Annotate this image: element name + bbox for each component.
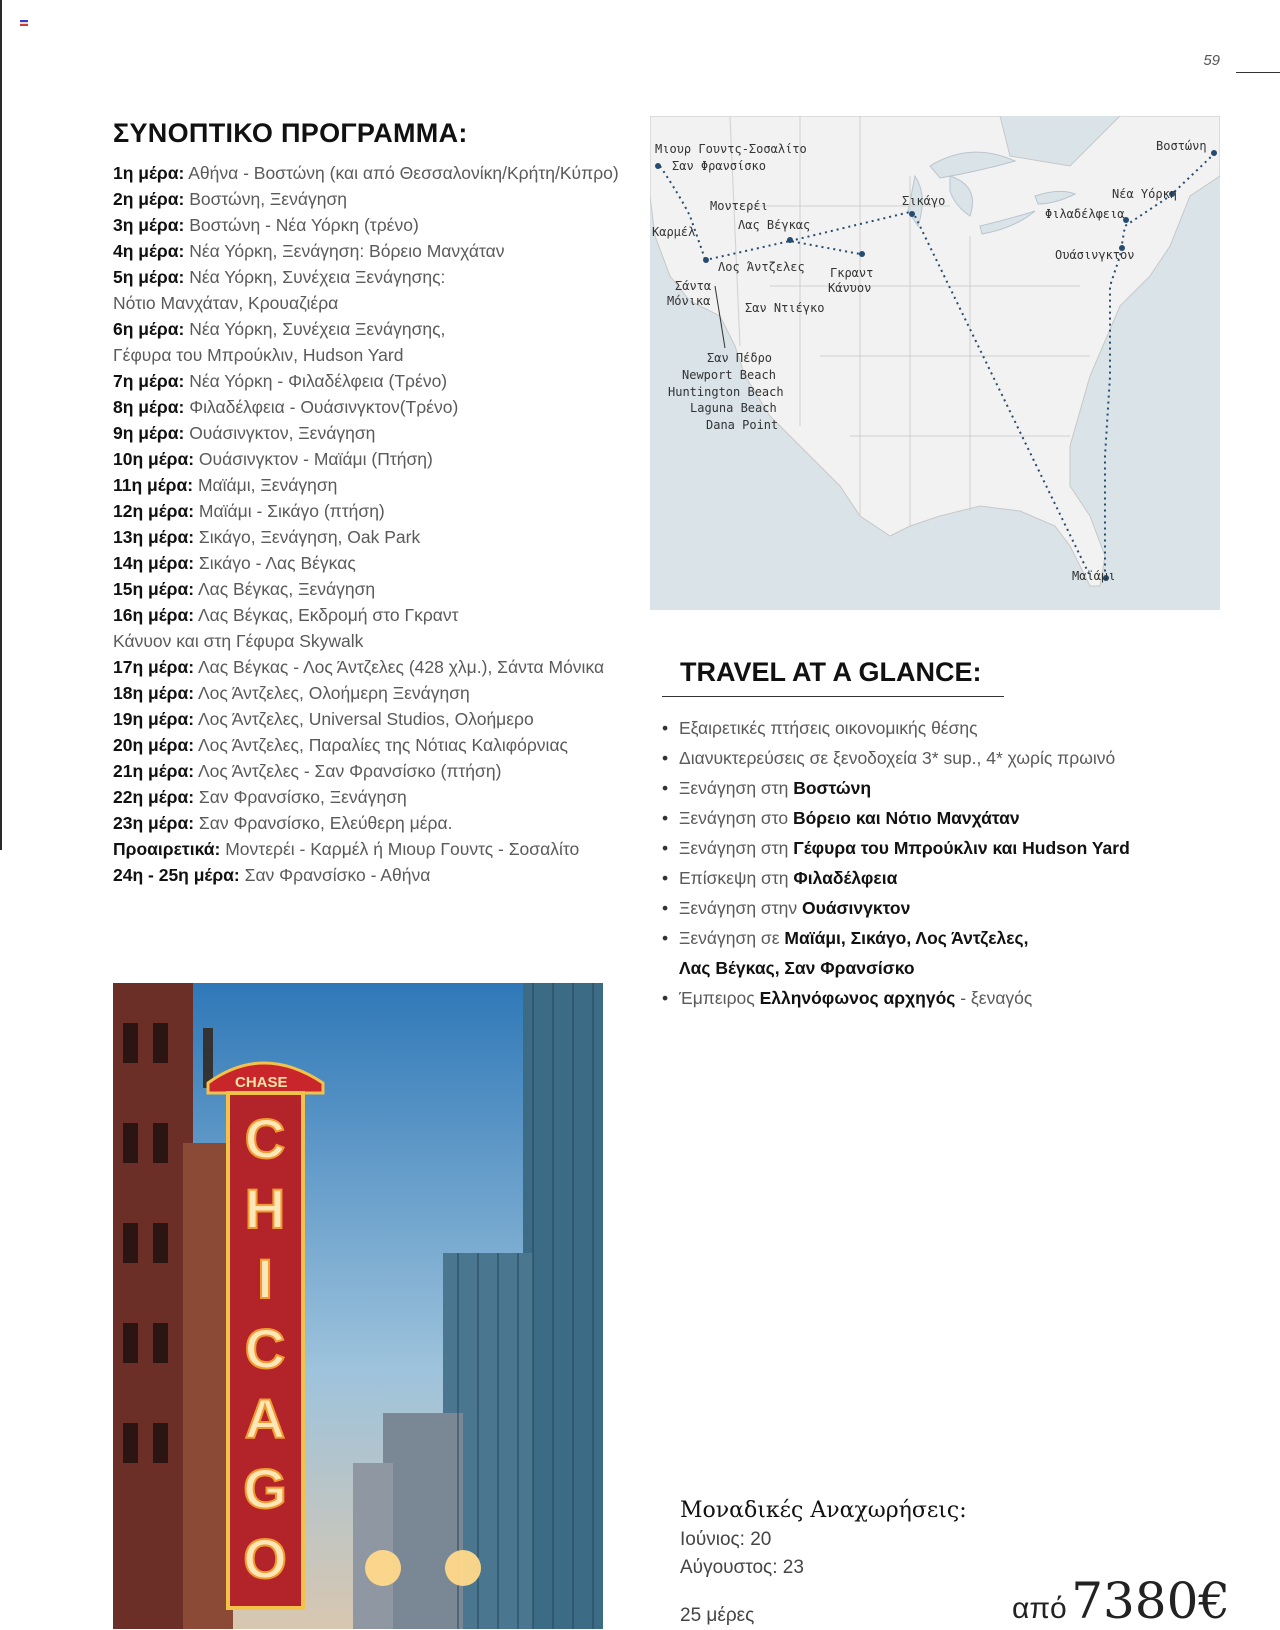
sign-letter-7: O — [243, 1527, 287, 1590]
window-4 — [153, 1123, 168, 1163]
glance-item-pre: Διανυκτερεύσεις σε ξενοδοχεία 3* sup., 4* χωρίς πρωινό — [679, 748, 1116, 768]
glance-item — [662, 833, 1262, 863]
departures-title: Μοναδικές Αναχωρήσεις: — [680, 1498, 967, 1523]
program-day-label: 1η μέρα: — [113, 163, 185, 183]
street-lamp-right — [445, 1550, 481, 1586]
glance-item-bold: Λας Βέγκας, Σαν Φρανσίσκο — [679, 958, 915, 978]
program-day-label: 23η μέρα: — [113, 813, 195, 833]
program-day-label: 5η μέρα: — [113, 267, 185, 287]
bullet-icon: • — [662, 868, 669, 888]
program-day-label: 15η μέρα: — [113, 579, 195, 599]
program-day-text: Λος Άντζελες, Ολοήμερη Ξενάγηση — [197, 683, 470, 703]
map-label-san-francisco: Σαν Φρανσίσκο — [672, 159, 766, 173]
marker-boston — [1211, 150, 1217, 156]
flag-stripe-bottom — [20, 24, 28, 26]
glance-item-pre: Ξενάγηση σε — [679, 928, 785, 948]
glance-item — [662, 983, 1262, 1013]
program-day-text: Ουάσινγκτον, Ξενάγηση — [189, 423, 376, 443]
map-label-beach-1: Σαν Πέδρο — [707, 351, 773, 365]
program-day-text: Σαν Φρανσίσκο, Ξενάγηση — [198, 787, 407, 807]
glance-item-bold: Φιλαδέλφεια — [793, 868, 898, 888]
program-day-label: 13η μέρα: — [113, 527, 195, 547]
program-day-text: Νέα Υόρκη, Συνέχεια Ξενάγησης, — [189, 319, 446, 339]
program-day-text: Λας Βέγκας - Λος Άντζελες (428 χλμ.), Σάντα Μόνικα — [197, 657, 605, 677]
bullet-icon: • — [662, 748, 669, 768]
brick-building-left — [113, 983, 193, 1629]
window-5 — [123, 1223, 138, 1263]
departure-june: Ιούνιος: 20 — [680, 1529, 772, 1550]
map-label-miami: Μαϊάμι — [1072, 569, 1116, 583]
program-day-text: Μαϊάμι - Σικάγο (πτήση) — [198, 501, 385, 521]
program-line — [113, 628, 633, 654]
program-day-label: 17η μέρα: — [113, 657, 195, 677]
program-line — [113, 186, 633, 212]
left-edge-rule — [0, 0, 2, 850]
map-label-beach-2: Newport Beach — [682, 368, 776, 382]
glance-item — [662, 803, 1262, 833]
map-label-monterey: Μοντερέι — [710, 199, 768, 213]
program-day-label: 18η μέρα: — [113, 683, 195, 703]
price-prefix: από — [1012, 1592, 1067, 1625]
departure-august: Αύγουστος: 23 — [680, 1557, 804, 1578]
window-2 — [153, 1023, 168, 1063]
program-day-label: 11η μέρα: — [113, 475, 194, 495]
program-day-text: Νέα Υόρκη, Ξενάγηση: Βόρειο Μανχάταν — [189, 241, 505, 261]
program-day-label: 3η μέρα: — [113, 215, 185, 235]
map-label-santa-monica-1: Σάντα — [675, 279, 712, 293]
sign-letter-4: C — [244, 1317, 286, 1380]
map-label-san-diego: Σαν Ντιέγκο — [745, 301, 825, 315]
price-block — [1012, 1572, 1230, 1630]
distant-building — [353, 1463, 393, 1629]
glance-item-pre: Έμπειρος — [679, 988, 760, 1008]
sign-letter-6: G — [243, 1457, 287, 1520]
glance-item — [662, 923, 1262, 953]
program-line — [113, 160, 633, 186]
brick-building-left-2 — [183, 1143, 233, 1629]
map-label-muir-sausalito: Μιουρ Γουντς-Σοσαλίτο — [655, 142, 807, 156]
map-label-chicago: Σικάγο — [902, 194, 946, 208]
program-line — [113, 680, 633, 706]
glance-item — [662, 893, 1262, 923]
window-3 — [123, 1123, 138, 1163]
map-label-grand-canyon-2: Κάνυον — [828, 281, 872, 295]
marker-san-francisco — [655, 163, 661, 169]
program-day-text: Σικάγο - Λας Βέγκας — [198, 553, 356, 573]
map-label-las-vegas: Λας Βέγκας — [738, 218, 811, 232]
program-line — [113, 810, 633, 836]
program-line — [113, 498, 633, 524]
route-map — [650, 116, 1220, 610]
program-day-label: 22η μέρα: — [113, 787, 195, 807]
marker-las-vegas — [787, 237, 793, 243]
program-day-text: Μοντερέι - Καρμέλ ή Μιουρ Γουντς - Σοσαλίτο — [225, 839, 580, 859]
sign-chase-text: CHASE — [235, 1074, 288, 1091]
glance-item — [662, 713, 1262, 743]
program-day-label: 21η μέρα: — [113, 761, 195, 781]
map-label-los-angeles: Λος Άντζελες — [718, 260, 805, 274]
program-line — [113, 654, 633, 680]
program-line — [113, 706, 633, 732]
program-line — [113, 862, 633, 888]
program-line — [113, 576, 633, 602]
glance-item — [662, 743, 1262, 773]
chicago-theatre-photo — [113, 983, 603, 1629]
program-list — [113, 160, 633, 888]
map-label-washington: Ουάσινγκτον — [1055, 248, 1135, 262]
program-day-text: Σαν Φρανσίσκο, Ελεύθερη μέρα. — [198, 813, 453, 833]
program-line — [113, 836, 633, 862]
program-line — [113, 238, 633, 264]
program-day-text: Νέα Υόρκη - Φιλαδέλφεια (Τρένο) — [189, 371, 448, 391]
program-day-text: Λος Άντζελες, Universal Studios, Ολοήμερο — [197, 709, 534, 729]
marker-chicago — [909, 211, 915, 217]
program-day-text: Σικάγο, Ξενάγηση, Oak Park — [198, 527, 421, 547]
program-day-label: 16η μέρα: — [113, 605, 195, 625]
map-label-philadelphia: Φιλαδέλφεια — [1045, 207, 1125, 221]
sign-letters — [243, 1107, 287, 1590]
program-day-text: Νότιο Μανχάταν, Κρουαζιέρα — [113, 293, 339, 313]
glance-item — [662, 863, 1262, 893]
program-line — [113, 784, 633, 810]
program-line — [113, 758, 633, 784]
glance-item-bold: Ουάσινγκτον — [801, 898, 911, 918]
map-label-boston: Βοστώνη — [1156, 139, 1207, 153]
program-day-label: 4η μέρα: — [113, 241, 185, 261]
glance-item-pre: Επίσκεψη στη — [679, 868, 794, 888]
program-day-text: Κάνυον και στη Γέφυρα Skywalk — [113, 631, 364, 651]
program-line — [113, 212, 633, 238]
bullet-icon: • — [662, 928, 669, 948]
program-day-label: 2η μέρα: — [113, 189, 185, 209]
program-day-text: Βοστώνη, Ξενάγηση — [189, 189, 347, 209]
program-day-text: Σαν Φρανσίσκο - Αθήνα — [244, 865, 431, 885]
sign-letter-3: I — [257, 1247, 273, 1310]
program-day-text: Βοστώνη - Νέα Υόρκη (τρένο) — [189, 215, 419, 235]
glance-item-pre: Ξενάγηση στην — [679, 898, 802, 918]
program-day-text: Φιλαδέλφεια - Ουάσινγκτον(Τρένο) — [189, 397, 459, 417]
map-label-beach-4: Laguna Beach — [690, 401, 777, 415]
program-line — [113, 342, 633, 368]
window-10 — [153, 1423, 168, 1463]
map-label-grand-canyon-1: Γκραντ — [830, 266, 874, 280]
program-day-text: Αθήνα - Βοστώνη (και από Θεσσαλονίκη/Κρήτη/Κύπρο) — [188, 163, 619, 183]
program-day-label: 7η μέρα: — [113, 371, 185, 391]
window-9 — [123, 1423, 138, 1463]
glance-item-pre: Ξενάγηση στη — [679, 778, 794, 798]
program-day-label: 9η μέρα: — [113, 423, 185, 443]
program-title: ΣΥΝΟΠΤΙΚΟ ΠΡΟΓΡΑΜΜΑ: — [113, 118, 468, 148]
bullet-icon: • — [662, 838, 669, 858]
bullet-icon: • — [662, 898, 669, 918]
glance-item — [662, 953, 1262, 983]
map-label-beach-3: Huntington Beach — [668, 385, 784, 399]
marker-grand-canyon — [859, 251, 865, 257]
program-day-text: Λας Βέγκας, Ξενάγηση — [197, 579, 376, 599]
map-label-carmel: Καρμέλ — [652, 225, 696, 239]
program-line — [113, 394, 633, 420]
program-line — [113, 264, 633, 290]
glance-item-pre: Εξαιρετικές πτήσεις οικονομικής θέσης — [679, 718, 978, 738]
program-day-label: 8η μέρα: — [113, 397, 185, 417]
bullet-icon: • — [662, 718, 669, 738]
glance-list — [662, 713, 1262, 1013]
program-line — [113, 602, 633, 628]
program-line — [113, 732, 633, 758]
bullet-icon: • — [662, 988, 669, 1008]
price-amount: 7380€ — [1071, 1572, 1231, 1630]
window-1 — [123, 1023, 138, 1063]
program-day-text: Λος Άντζελες, Παραλίες της Νότιας Καλιφόρνιας — [197, 735, 568, 755]
glance-item-bold: Ελληνόφωνος αρχηγός — [759, 988, 956, 1008]
program-day-text: Λας Βέγκας, Εκδρομή στο Γκραντ — [197, 605, 459, 625]
program-day-text: Μαϊάμι, Ξενάγηση — [197, 475, 338, 495]
program-day-label: 14η μέρα: — [113, 553, 195, 573]
program-day-text: Νέα Υόρκη, Συνέχεια Ξενάγησης: — [189, 267, 446, 287]
program-line — [113, 368, 633, 394]
glance-title: TRAVEL AT A GLANCE: — [680, 657, 982, 687]
glass-tower-right — [523, 983, 603, 1629]
page-number: 59 — [1203, 52, 1220, 69]
page-number-rule — [1236, 72, 1280, 73]
program-day-label: 12η μέρα: — [113, 501, 195, 521]
program-line — [113, 446, 633, 472]
window-8 — [153, 1323, 168, 1363]
program-day-label: 10η μέρα: — [113, 449, 195, 469]
glance-item — [662, 773, 1262, 803]
glance-item-bold: Βοστώνη — [793, 778, 872, 798]
street-lamp-left — [365, 1550, 401, 1586]
map-label-new-york: Νέα Υόρκη — [1112, 187, 1178, 201]
program-line — [113, 316, 633, 342]
program-day-text: Λος Άντζελες - Σαν Φρανσίσκο (πτήση) — [197, 761, 502, 781]
window-7 — [123, 1323, 138, 1363]
program-day-label: Προαιρετικά: — [113, 839, 221, 859]
bullet-icon: • — [662, 808, 669, 828]
sign-letter-1: C — [244, 1107, 286, 1170]
program-line — [113, 290, 633, 316]
flag-icon — [20, 20, 28, 26]
program-day-label: 20η μέρα: — [113, 735, 195, 755]
glance-title-rule — [662, 696, 1004, 697]
window-6 — [153, 1223, 168, 1263]
program-line — [113, 524, 633, 550]
program-day-label: 6η μέρα: — [113, 319, 185, 339]
chicago-theatre-illustration — [113, 983, 603, 1629]
program-day-label: 19η μέρα: — [113, 709, 195, 729]
sign-letter-2: H — [244, 1177, 286, 1240]
program-day-label: 24η - 25η μέρα: — [113, 865, 240, 885]
glance-item-bold: Βόρειο και Νότιο Μανχάταν — [792, 808, 1020, 828]
program-line — [113, 420, 633, 446]
marker-los-angeles — [703, 257, 709, 263]
glance-item-post: - ξεναγός — [955, 988, 1033, 1008]
glance-item-pre: Ξενάγηση στη — [679, 838, 794, 858]
glance-item-bold: Μαϊάμι, Σικάγο, Λος Άντζελες, — [784, 928, 1029, 948]
departures-box — [680, 1498, 967, 1579]
program-day-text: Ουάσινγκτον - Μαϊάμι (Πτήση) — [198, 449, 433, 469]
program-day-text: Γέφυρα του Μπρούκλιν, Hudson Yard — [113, 345, 404, 365]
map-label-beach-5: Dana Point — [706, 418, 779, 432]
route-map-svg — [650, 116, 1220, 610]
program-line — [113, 472, 633, 498]
trip-duration: 25 μέρες — [680, 1605, 755, 1626]
glance-item-pre: Ξενάγηση στο — [679, 808, 793, 828]
sign-letter-5: A — [244, 1387, 286, 1450]
glance-item-bold: Γέφυρα του Μπρούκλιν και Hudson Yard — [793, 838, 1130, 858]
mid-building — [383, 1413, 463, 1629]
program-line — [113, 550, 633, 576]
bullet-icon: • — [662, 778, 669, 798]
map-label-santa-monica-2: Μόνικα — [667, 294, 711, 308]
